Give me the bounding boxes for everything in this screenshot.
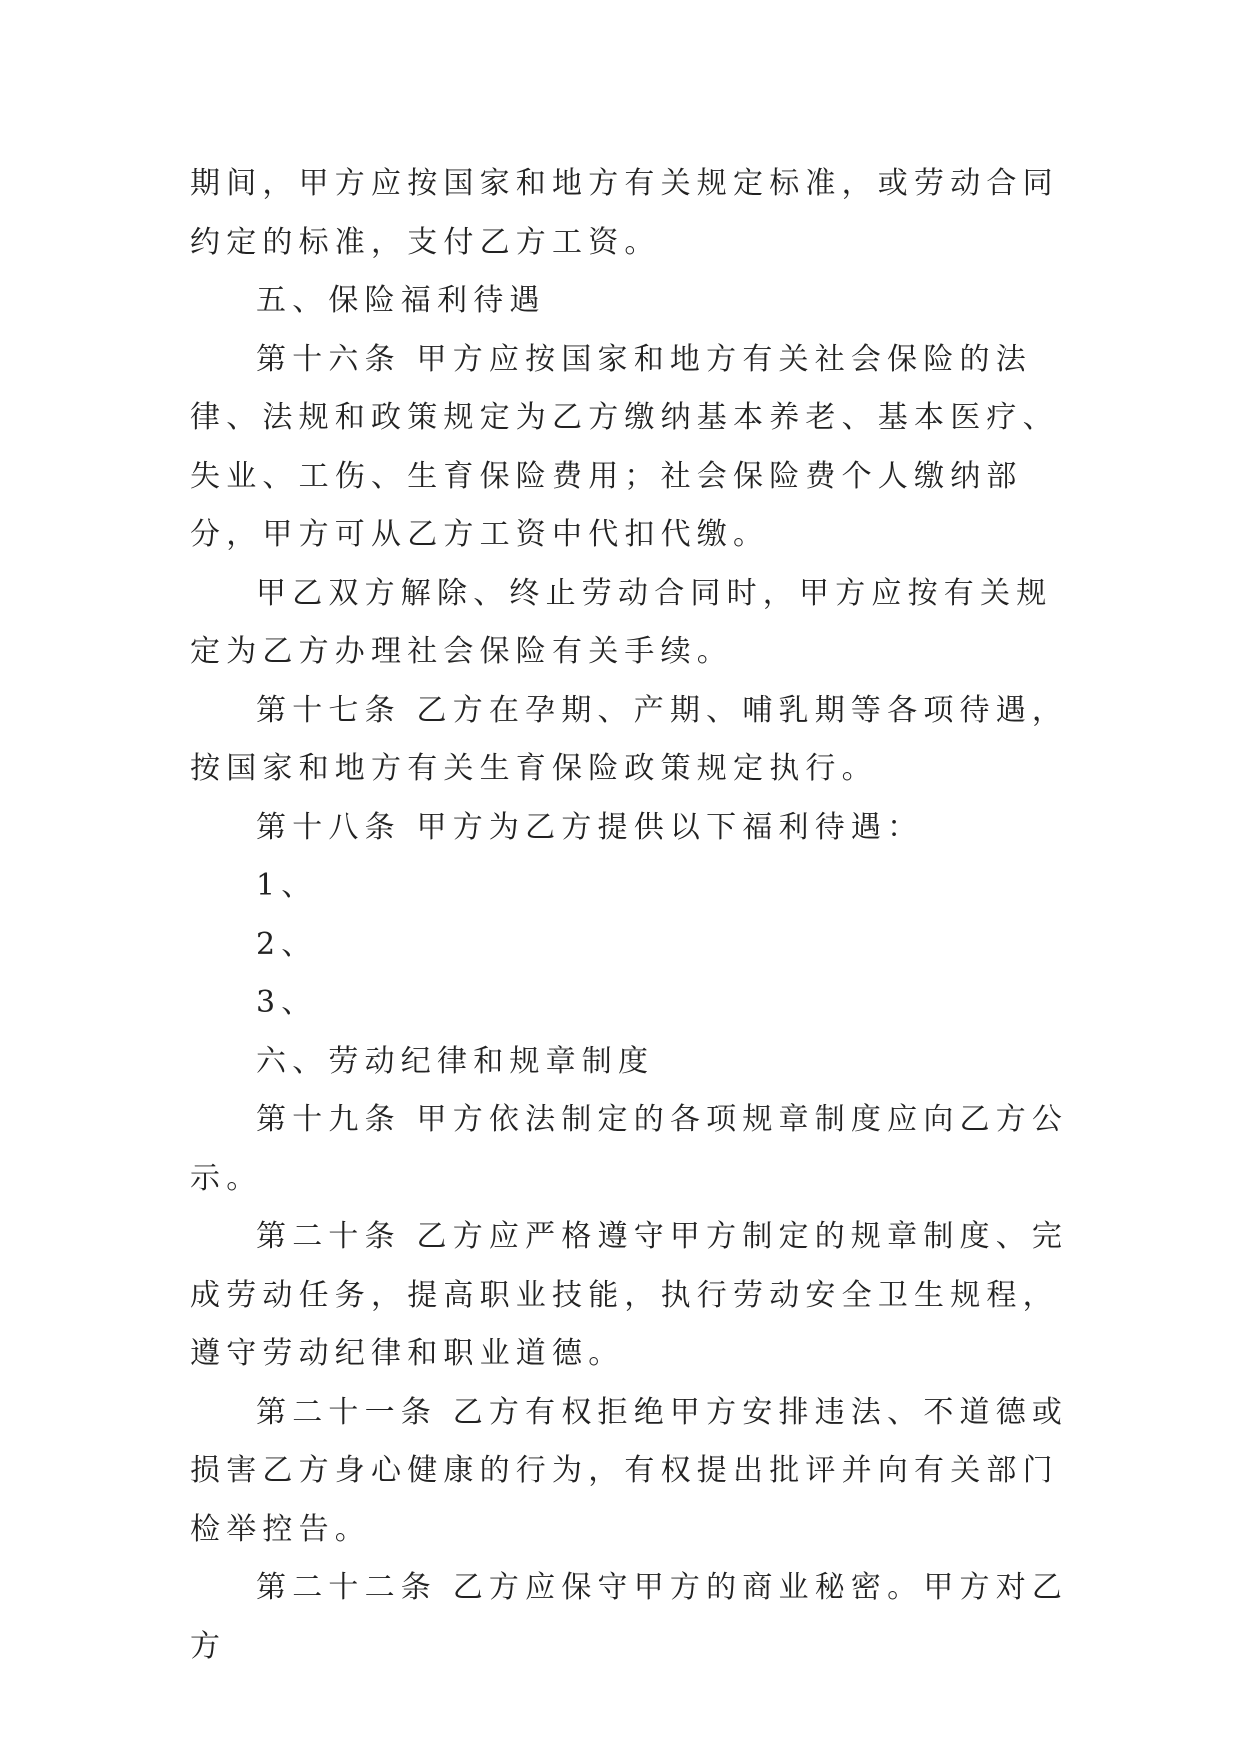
- article-20: 第二十条 乙方应严格遵守甲方制定的规章制度、完成劳动任务，提高职业技能，执行劳动安全卫生规程，遵守劳动纪律和职业道德。: [190, 1219, 1069, 1371]
- paragraph-social-insurance-procedures: 甲乙双方解除、终止劳动合同时，甲方应按有关规定为乙方办理社会保险有关手续。: [190, 575, 1053, 669]
- section-heading-insurance-welfare: 五、保险福利待遇: [256, 283, 546, 318]
- article-22: 第二十二条 乙方应保守甲方的商业秘密。甲方对乙方: [190, 1570, 1069, 1664]
- list-item-2: 2、: [256, 926, 318, 962]
- article-17: 第十七条 乙方在孕期、产期、哺乳期等各项待遇，按国家和地方有关生育保险政策规定执行。: [190, 692, 1069, 786]
- article-18: 第十八条 甲方为乙方提供以下福利待遇：: [256, 809, 924, 845]
- list-item-3: 3、: [256, 985, 318, 1020]
- article-19: 第十九条 甲方依法制定的各项规章制度应向乙方公示。: [190, 1102, 1069, 1196]
- paragraph-continuation: 期间，甲方应按国家和地方有关规定标准，或劳动合同约定的标准，支付乙方工资。: [190, 166, 1059, 260]
- article-21: 第二十一条 乙方有权拒绝甲方安排违法、不道德或损害乙方身心健康的行为，有权提出批评并向有关部门检举控告。: [190, 1394, 1069, 1547]
- section-heading-labor-discipline: 六、劳动纪律和规章制度: [256, 1043, 655, 1079]
- article-16: 第十六条 甲方应按国家和地方有关社会保险的法律、法规和政策规定为乙方缴纳基本养老、基本医疗、失业、工伤、生育保险费用；社会保险费个人缴纳部分，甲方可从乙方工资中代扣代缴。: [190, 341, 1059, 552]
- document-page: [190, 155, 1070, 1676]
- list-item-1: 1、: [256, 868, 318, 903]
